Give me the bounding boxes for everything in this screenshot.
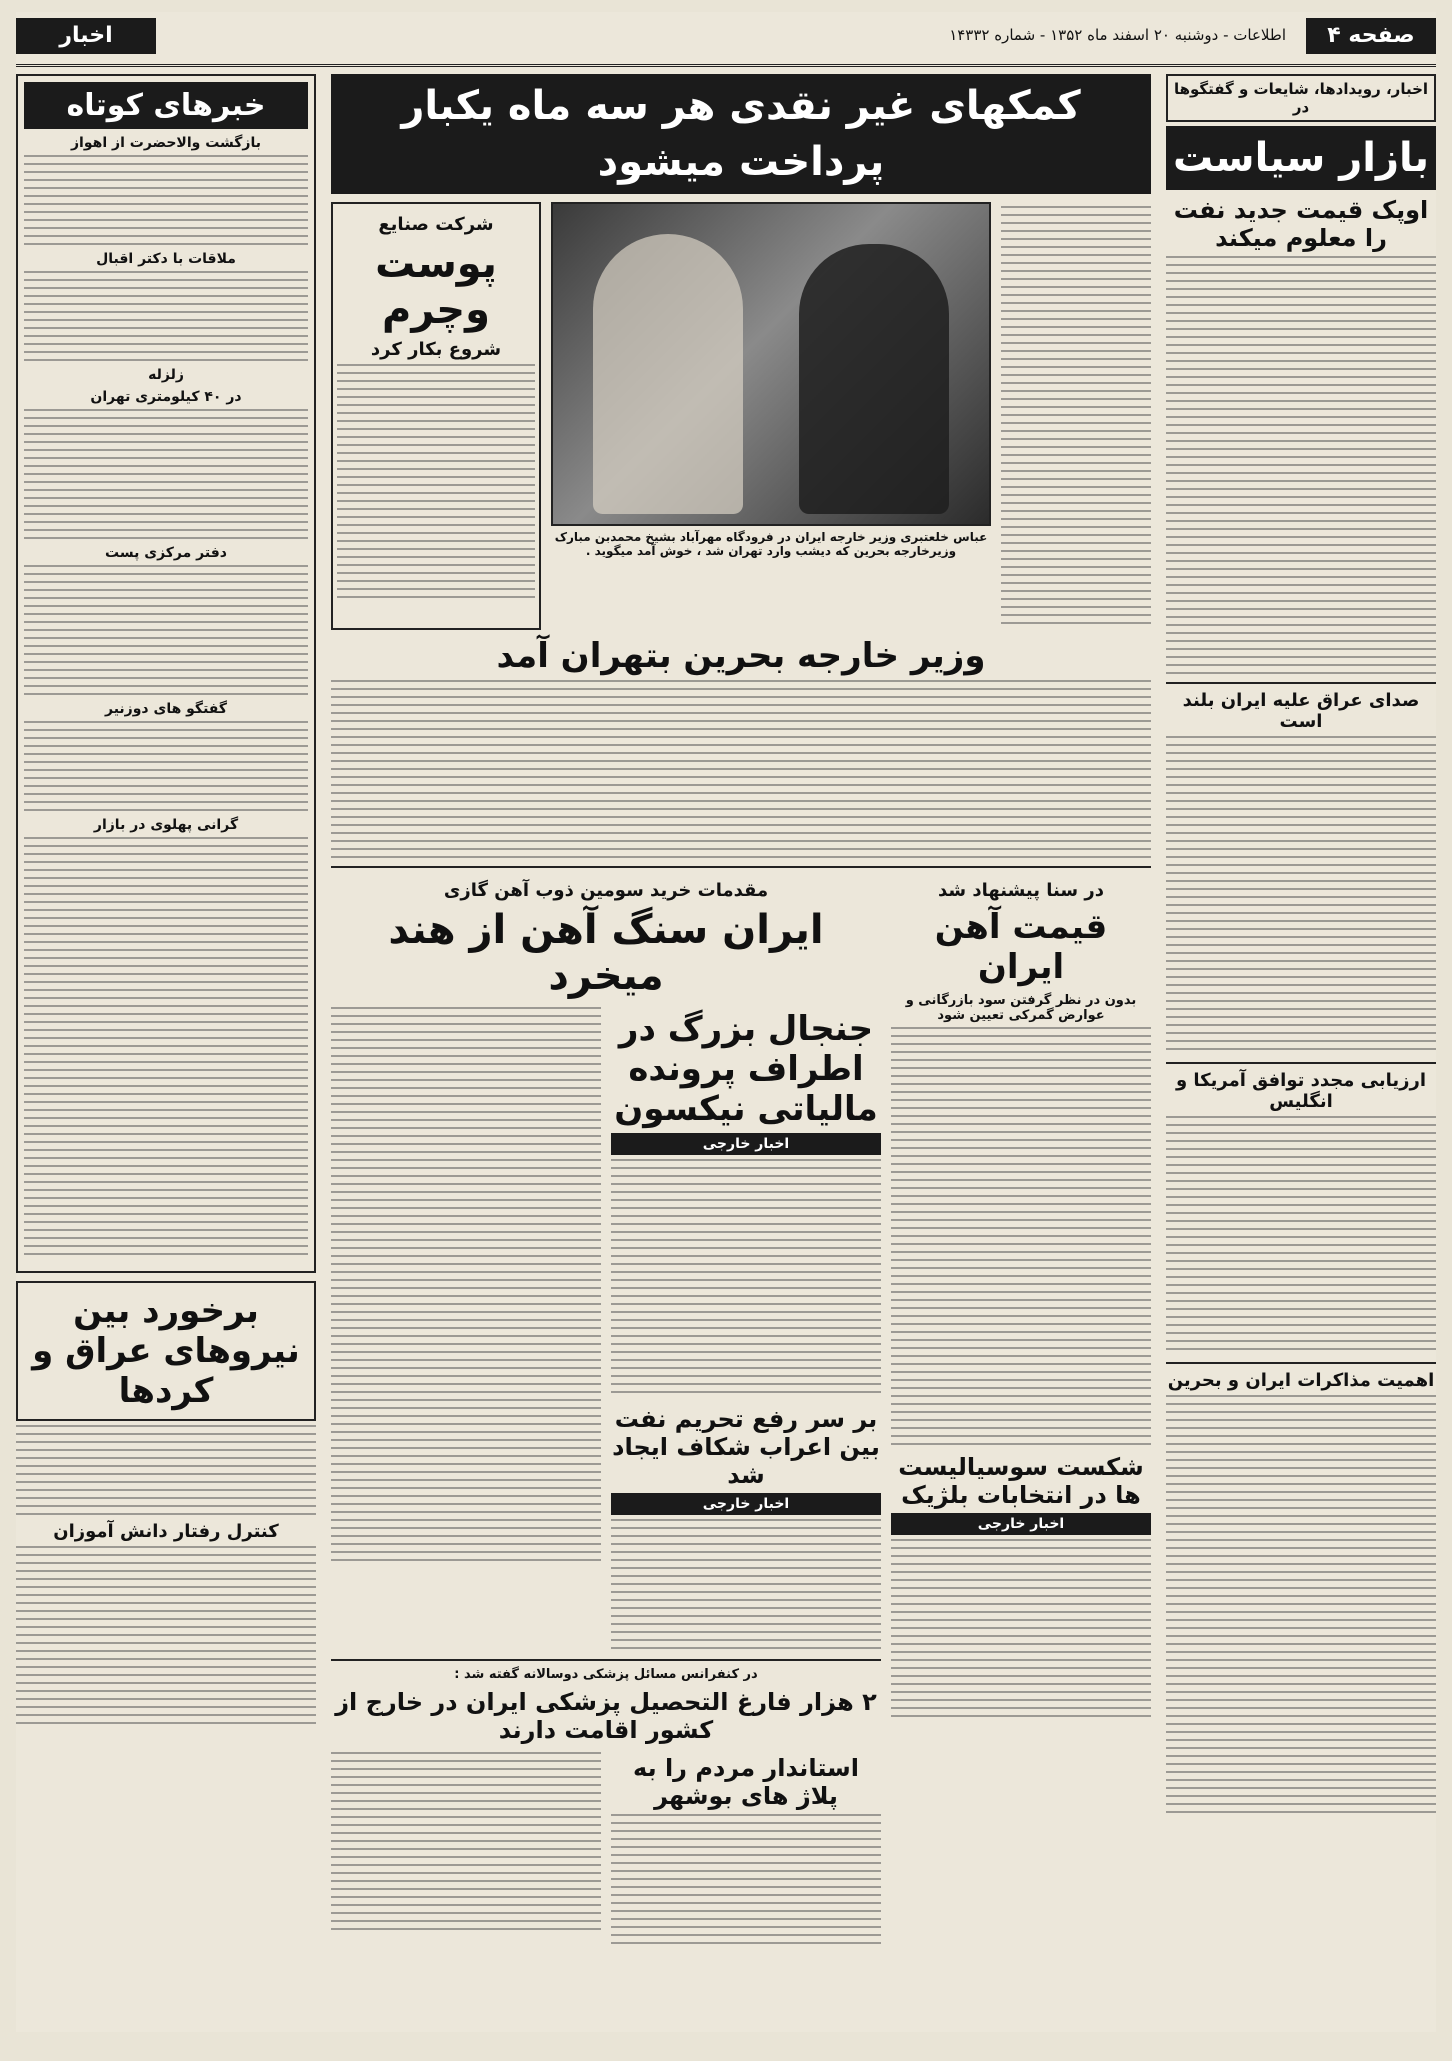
- section-label: صفحه ۴: [1306, 18, 1436, 54]
- nixon-tag: اخبار خارجی: [611, 1133, 881, 1155]
- ad-subtitle: شروع بکار کرد: [370, 339, 502, 360]
- article-text: [611, 1519, 881, 1649]
- article-text: [24, 409, 308, 539]
- article-text: [331, 1752, 601, 1932]
- divider: [1166, 1362, 1436, 1364]
- ad-title: پوست وچرم: [375, 241, 497, 333]
- nixon-headline: جنجال بزرگ در اطراف پرونده مالیاتی نیکسون: [614, 1009, 878, 1129]
- politics-kicker: اخبار، رویدادها، شایعات و گفتگوها در: [1166, 74, 1436, 122]
- leather-ad: [331, 202, 541, 630]
- article-text: [24, 271, 308, 361]
- photo-figure: [593, 234, 743, 514]
- short-item: ملاقات با دکتر اقبال: [96, 251, 236, 267]
- article-text: [16, 1425, 316, 1515]
- short-item: زلزله: [148, 367, 184, 383]
- news-photo: [551, 202, 991, 526]
- short-item: بازگشت والاحضرت از اهواز: [71, 135, 261, 151]
- article-text: [337, 364, 535, 604]
- headline-iran-bahrain: اهمیت مذاکرات ایران و بحرین: [1167, 1370, 1435, 1391]
- photo-caption: عباس خلعتبری وزیر خارجه ایران در فرودگاه مهرآباد بشیخ محمدبن مبارک وزیرخارجه بحرین که دیشب وارد تهران شد ، خوش آمد میگوید .: [554, 530, 988, 558]
- headline-bahrain-minister: وزیر خارجه بحرین بتهران آمد: [496, 636, 986, 676]
- short-item: دفتر مرکزی پست: [105, 545, 227, 561]
- nixon-article: [611, 1003, 881, 1653]
- article-text: [1166, 1395, 1436, 1815]
- doctors-text: [331, 1748, 601, 1948]
- iron-kicker: در سنا پیشنهاد شد: [938, 880, 1104, 901]
- article-text: [24, 721, 308, 811]
- headline-us-uk: ارزیابی مجدد توافق آمریکا و انگلیس: [1175, 1070, 1427, 1112]
- short-news-box: [16, 74, 316, 1273]
- socialists-headline: شکست سوسیالیست ها در انتخابات بلژیک: [898, 1453, 1144, 1509]
- photo-block: [551, 202, 991, 630]
- oil-tag: اخبار خارجی: [611, 1493, 881, 1515]
- divider: [331, 866, 1151, 868]
- politics-banner: بازار سیاست: [1166, 126, 1436, 190]
- second-row: [331, 874, 1151, 1948]
- newspaper-page: [16, 12, 1436, 2032]
- akhbar-label: اخبار: [16, 18, 156, 54]
- doctors-kicker: در کنفرانس مسائل پزشکی دوسالانه گفته شد :: [454, 1667, 758, 1682]
- article-text: [24, 565, 308, 695]
- students-headline: کنترل رفتار دانش آموزان: [53, 1521, 279, 1542]
- socialists-tag: اخبار خارجی: [891, 1513, 1151, 1535]
- article-text: [24, 1021, 308, 1261]
- article-text: [611, 1159, 881, 1399]
- article-text: [331, 1431, 601, 1561]
- right-column: [1166, 74, 1436, 1819]
- headline-iraq: صدای عراق علیه ایران بلند است: [1182, 690, 1420, 732]
- short-item: در ۴۰ کیلومتری تهران: [90, 389, 242, 405]
- article-text: [331, 680, 1151, 860]
- ad-company: شرکت صنایع: [378, 214, 494, 235]
- bottom-subrow: [331, 1748, 881, 1948]
- issue-line: اطلاعات - دوشنبه ۲۰ اسفند ماه ۱۳۵۲ - شماره ۱۴۳۳۲: [949, 26, 1286, 44]
- article-text: [16, 1546, 316, 1726]
- masthead: [16, 12, 1436, 67]
- iron-headline: قیمت آهن ایران: [934, 907, 1108, 987]
- article-text: [1166, 256, 1436, 676]
- short-news-banner: خبرهای کوتاه: [24, 82, 308, 129]
- left-column: [16, 74, 316, 1730]
- article-text: [24, 155, 308, 245]
- oil-headline: بر سر رفع تحریم نفت بین اعراب شکاف ایجاد شد: [612, 1405, 880, 1489]
- iron-article: [891, 874, 1151, 1948]
- ore-kicker: مقدمات خرید سومین ذوب آهن گازی: [443, 880, 769, 901]
- headline-opec: اوپک قیمت جدید نفت را معلوم میکند: [1173, 196, 1429, 252]
- article-text: [891, 1027, 1151, 1447]
- photo-figure: [799, 244, 949, 514]
- divider: [1166, 1062, 1436, 1064]
- ore-text: [331, 1003, 601, 1653]
- doctors-headline: ۲ هزار فارغ التحصیل پزشکی ایران در خارج از کشور اقامت دارند: [335, 1688, 877, 1744]
- top-row: [331, 202, 1151, 630]
- article-text: [1001, 206, 1151, 626]
- aid-article: [1001, 202, 1151, 630]
- ore-headline: ایران سنگ آهن از هند میخرد: [388, 907, 824, 999]
- divider: [331, 1659, 881, 1661]
- divider: [1166, 682, 1436, 684]
- article-text: [24, 837, 308, 1017]
- governor-headline: استاندار مردم را به پلاژ های بوشهر: [633, 1754, 859, 1810]
- article-text: [1166, 1116, 1436, 1356]
- iron-deck: بدون در نظر گرفتن سود بازرگانی و عوارض گمرکی تعیین شود: [905, 993, 1137, 1023]
- middle-columns: [331, 74, 1151, 1948]
- main-banner: کمکهای غیر نقدی هر سه ماه یکبار پرداخت میشود: [331, 74, 1151, 194]
- ore-article: [331, 874, 881, 1948]
- ore-subrow: [331, 1003, 881, 1653]
- short-item: گرانی پهلوی در بازار: [93, 817, 239, 833]
- short-item: گفتگو های دوزنیر: [104, 701, 228, 717]
- article-text: [891, 1539, 1151, 1719]
- clashes-headline: برخورد بین نیروهای عراق و کردها: [16, 1281, 316, 1421]
- article-text: [1166, 736, 1436, 1056]
- article-text: [611, 1814, 881, 1944]
- governor-article: [611, 1748, 881, 1948]
- article-text: [331, 1007, 601, 1427]
